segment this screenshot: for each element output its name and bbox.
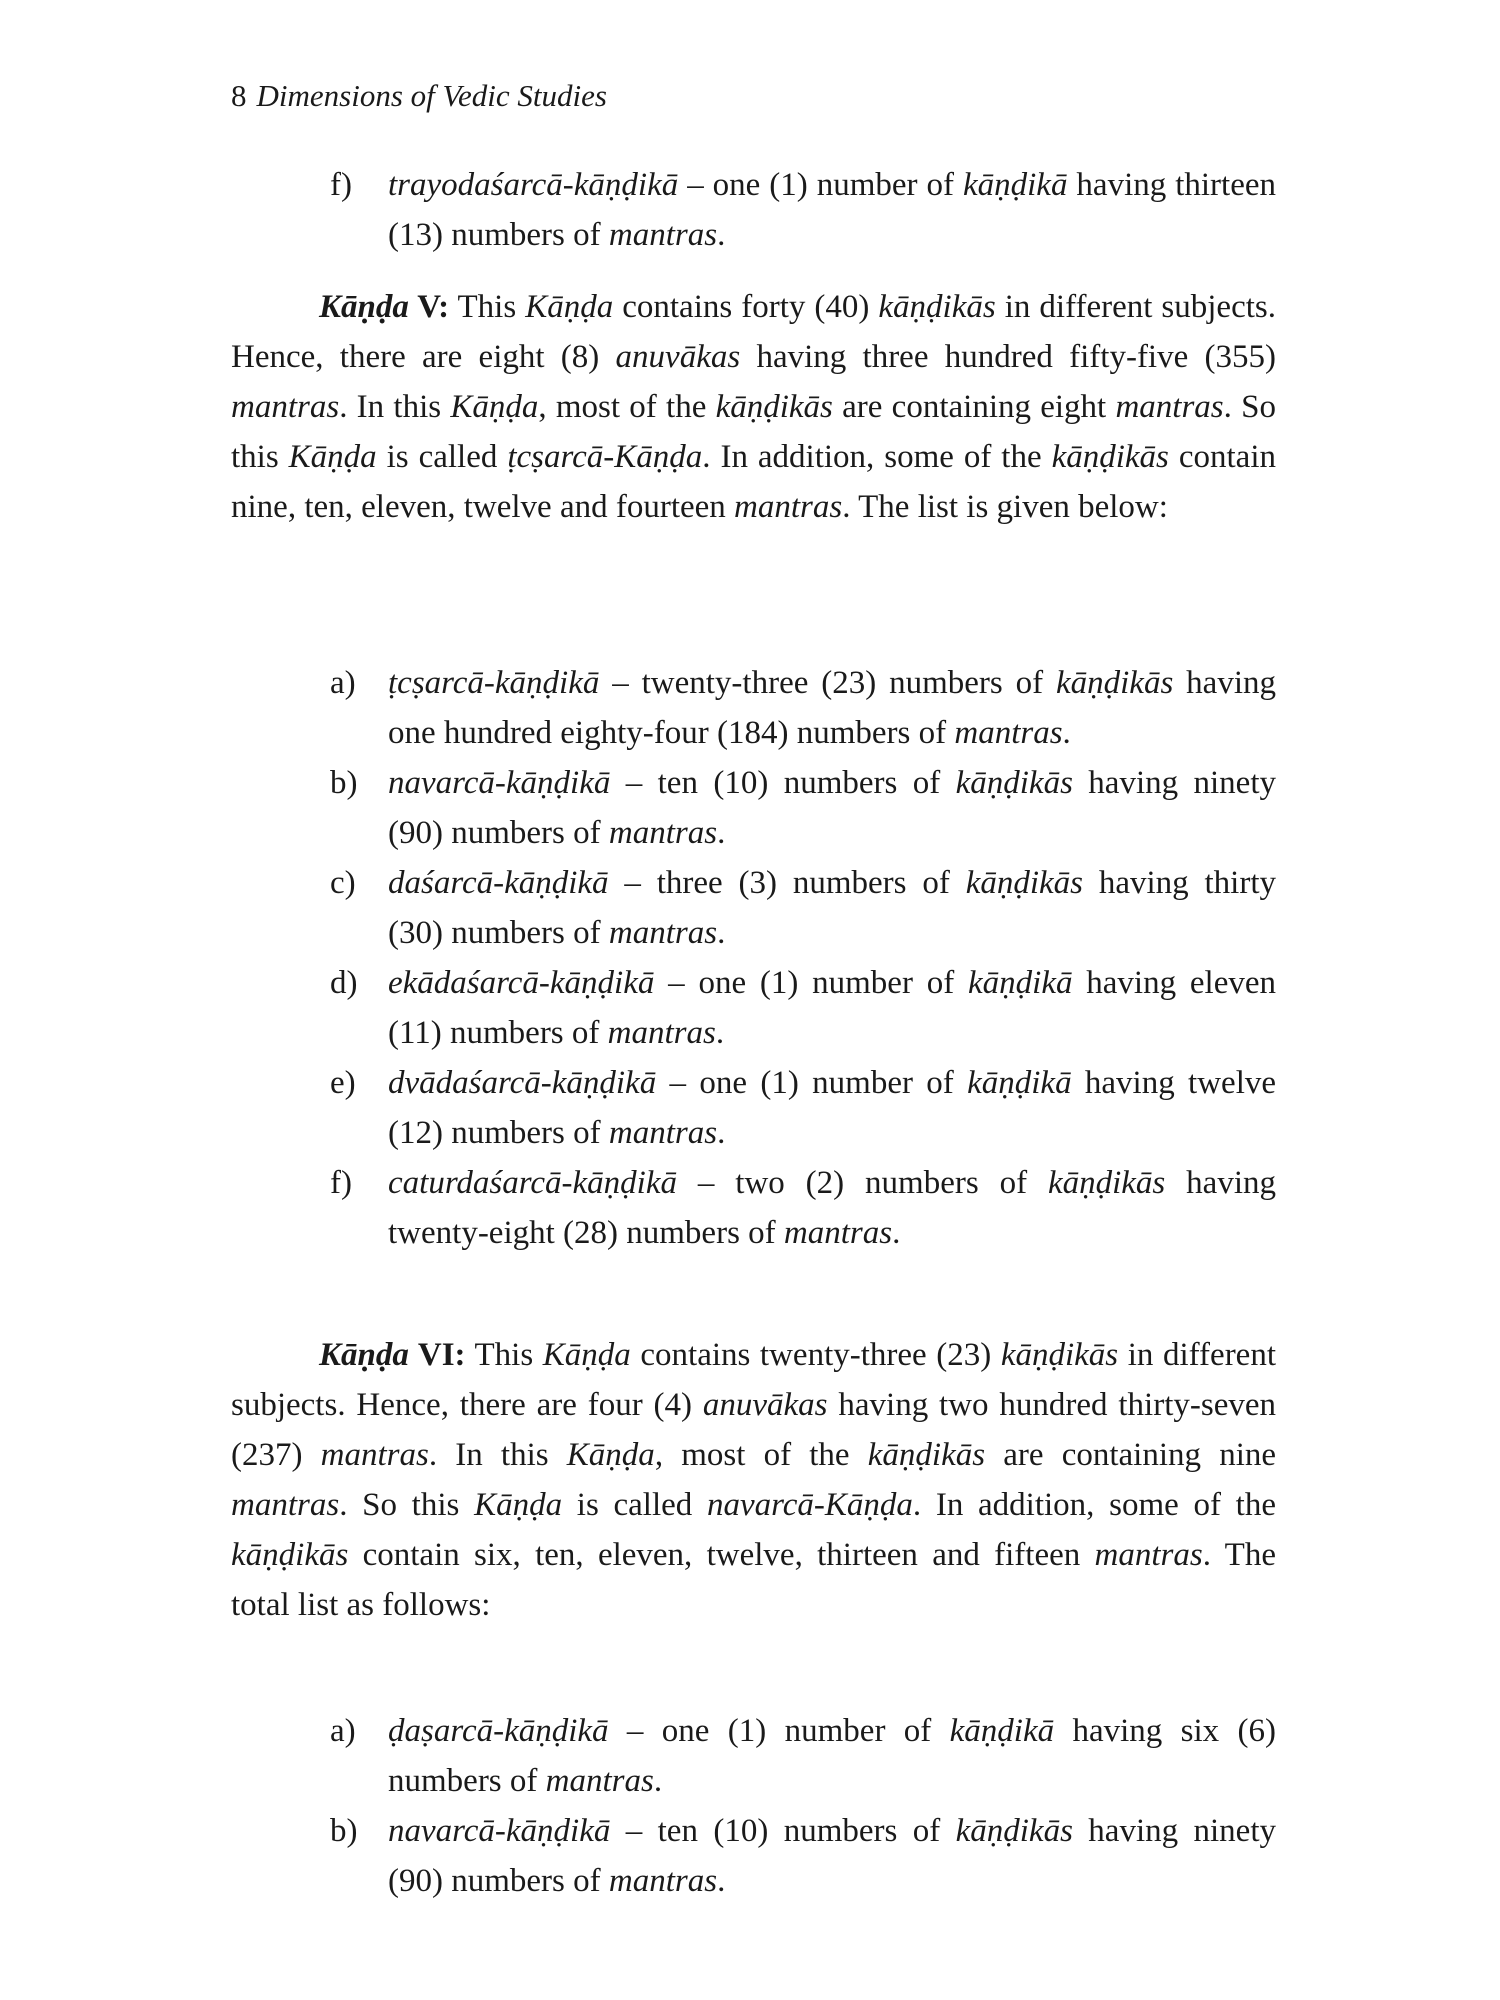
list-item	[330, 858, 1276, 958]
item-term: mantras	[608, 1115, 718, 1151]
text: is called	[562, 1487, 707, 1523]
item-term: caturdaśarcā-kāṇḍikā	[388, 1165, 677, 1201]
item-text: .	[717, 1115, 726, 1151]
term: Kāṇḍa	[450, 389, 539, 425]
item-term: kāṇḍikās	[965, 865, 1083, 901]
text: . So this	[339, 1487, 475, 1523]
list-item	[330, 1806, 1276, 1906]
list-item	[330, 958, 1276, 1058]
section-heading-number: VI:	[408, 1337, 466, 1373]
running-header	[231, 78, 607, 114]
item-text: having eleven (11) numbers of	[388, 965, 1276, 1051]
item-label: a)	[330, 665, 356, 701]
item-text: – one (1) number of	[654, 965, 969, 1001]
item-text: .	[715, 1015, 725, 1051]
item-label: f)	[330, 1165, 352, 1201]
list-item	[330, 1058, 1276, 1158]
item-text: .	[1062, 715, 1071, 751]
item-term: ṭcṣarcā-kāṇḍikā	[388, 665, 600, 701]
item-text: .	[717, 217, 726, 253]
text: contain six, ten, eleven, twelve, thirteen and fifteen	[348, 1537, 1095, 1573]
text: , most of the	[654, 1437, 868, 1473]
term: mantras	[231, 389, 340, 425]
item-label: f)	[330, 167, 352, 203]
item-text: having thirteen (13) numbers of	[388, 167, 1277, 253]
item-term: ekādaśarcā-kāṇḍikā	[388, 965, 655, 1001]
kanda-v-list	[330, 658, 1276, 1258]
text: . The list is given below:	[842, 489, 1168, 525]
item-term: ḍaṣarcā-kāṇḍikā	[388, 1713, 609, 1749]
item-text: .	[892, 1215, 901, 1251]
item-term: kāṇḍikās	[955, 1813, 1073, 1849]
item-term: kāṇḍikā	[968, 965, 1073, 1001]
page-number: 8	[231, 78, 247, 113]
item-text: – three (3) numbers of	[608, 865, 966, 901]
item-term: kāṇḍikās	[1047, 1165, 1166, 1201]
text: This	[465, 1337, 543, 1373]
item-term: mantras	[608, 1863, 718, 1899]
term: mantras	[320, 1437, 429, 1473]
item-text: – ten (10) numbers of	[610, 765, 956, 801]
term: navarcā-Kāṇḍa	[706, 1487, 913, 1523]
text: is called	[376, 439, 508, 475]
item-text: – one (1) number of	[608, 1713, 950, 1749]
term: anuvākas	[702, 1387, 828, 1423]
term: Kāṇḍa	[566, 1437, 655, 1473]
text: having three hundred fifty-five (355)	[740, 339, 1276, 375]
kanda-v-paragraph	[231, 282, 1276, 532]
term: Kāṇḍa	[525, 289, 614, 325]
kanda-vi-paragraph	[231, 1330, 1276, 1630]
list-item	[330, 160, 1276, 260]
list-item	[330, 758, 1276, 858]
item-text: having thirty (30) numbers of	[388, 865, 1276, 951]
term: Kāṇḍa	[542, 1337, 631, 1373]
section-heading: Kāṇḍa	[319, 289, 409, 325]
term: Kāṇḍa	[288, 439, 377, 475]
book-title: Dimensions of Vedic Studies	[256, 78, 607, 113]
term: mantras	[734, 489, 843, 525]
text: contain nine, ten, eleven, twelve and fourteen	[231, 439, 1276, 525]
text: , most of the	[538, 389, 716, 425]
term: kāṇḍikās	[1000, 1337, 1119, 1373]
item-term: mantras	[608, 217, 718, 253]
item-text: having one hundred eighty-four (184) numbers of	[388, 665, 1276, 751]
text: in different subjects. Hence, there are four (4)	[231, 1337, 1276, 1423]
text: This	[449, 289, 526, 325]
item-term: mantras	[608, 915, 718, 951]
item-label: b)	[330, 765, 358, 801]
kanda-vi-list	[330, 1706, 1276, 1906]
item-text: having ninety (90) numbers of	[388, 1813, 1276, 1899]
text: . In this	[339, 389, 451, 425]
text: . In addition, some of the	[702, 439, 1052, 475]
text: are containing eight	[832, 389, 1116, 425]
term: mantras	[1094, 1537, 1203, 1573]
item-text: having ninety (90) numbers of	[388, 765, 1276, 851]
term: kāṇḍikās	[231, 1537, 349, 1573]
item-text: .	[653, 1763, 663, 1799]
term: kāṇḍikās	[867, 1437, 986, 1473]
item-text: having twelve (12) numbers of	[388, 1065, 1277, 1151]
item-term: mantras	[783, 1215, 893, 1251]
item-term: daśarcā-kāṇḍikā	[388, 865, 609, 901]
item-text: .	[717, 1863, 726, 1899]
text: in different subjects. Hence, there are eight (8)	[231, 289, 1276, 375]
section-heading-number: V:	[408, 289, 450, 325]
section-heading: Kāṇḍa	[319, 1337, 409, 1373]
item-term: kāṇḍikās	[955, 765, 1073, 801]
list-item	[330, 658, 1276, 758]
item-term: navarcā-kāṇḍikā	[388, 765, 611, 801]
term: Kāṇḍa	[474, 1487, 563, 1523]
term: kāṇḍikās	[715, 389, 833, 425]
list-continuation	[330, 160, 1276, 260]
item-term: mantras	[608, 815, 718, 851]
item-term: navarcā-kāṇḍikā	[388, 1813, 611, 1849]
term: kāṇḍikās	[1051, 439, 1169, 475]
item-text: – one (1) number of	[656, 1065, 968, 1101]
text: . In this	[428, 1437, 567, 1473]
item-text: .	[717, 815, 726, 851]
item-label: e)	[330, 1065, 356, 1101]
item-term: mantras	[954, 715, 1063, 751]
term: ṭcṣarcā-Kāṇḍa	[507, 439, 703, 475]
item-label: c)	[330, 865, 356, 901]
item-label: d)	[330, 965, 358, 1001]
text: . In addition, some of the	[912, 1487, 1276, 1523]
item-term: kāṇḍikās	[1055, 665, 1174, 701]
text: . The total list as follows:	[231, 1537, 1276, 1623]
text: are containing nine	[985, 1437, 1277, 1473]
text: contains forty (40)	[613, 289, 879, 325]
item-term: mantras	[607, 1015, 716, 1051]
item-term: kāṇḍikā	[962, 167, 1068, 203]
text: . So this	[231, 389, 1277, 475]
item-text: – ten (10) numbers of	[610, 1813, 956, 1849]
item-text: having six (6) numbers of	[388, 1713, 1276, 1799]
term: mantras	[231, 1487, 340, 1523]
term: kāṇḍikās	[878, 289, 996, 325]
item-term: trayodaśarcā-kāṇḍikā	[388, 167, 679, 203]
term: mantras	[1115, 389, 1224, 425]
item-label: b)	[330, 1813, 358, 1849]
item-text: – two (2) numbers of	[677, 1165, 1048, 1201]
item-term: kāṇḍikā	[949, 1713, 1055, 1749]
list-item	[330, 1706, 1276, 1806]
term: anuvākas	[615, 339, 741, 375]
item-text: – one (1) number of	[678, 167, 963, 203]
item-label: a)	[330, 1713, 356, 1749]
item-text: having twenty-eight (28) numbers of	[388, 1165, 1276, 1251]
list-item	[330, 1158, 1276, 1258]
text: contains twenty-three (23)	[630, 1337, 1001, 1373]
text: having two hundred thirty-seven (237)	[231, 1387, 1277, 1473]
item-text: .	[717, 915, 726, 951]
item-term: mantras	[545, 1763, 654, 1799]
item-term: dvādaśarcā-kāṇḍikā	[388, 1065, 657, 1101]
item-text: – twenty-three (23) numbers of	[599, 665, 1056, 701]
item-term: kāṇḍikā	[967, 1065, 1072, 1101]
